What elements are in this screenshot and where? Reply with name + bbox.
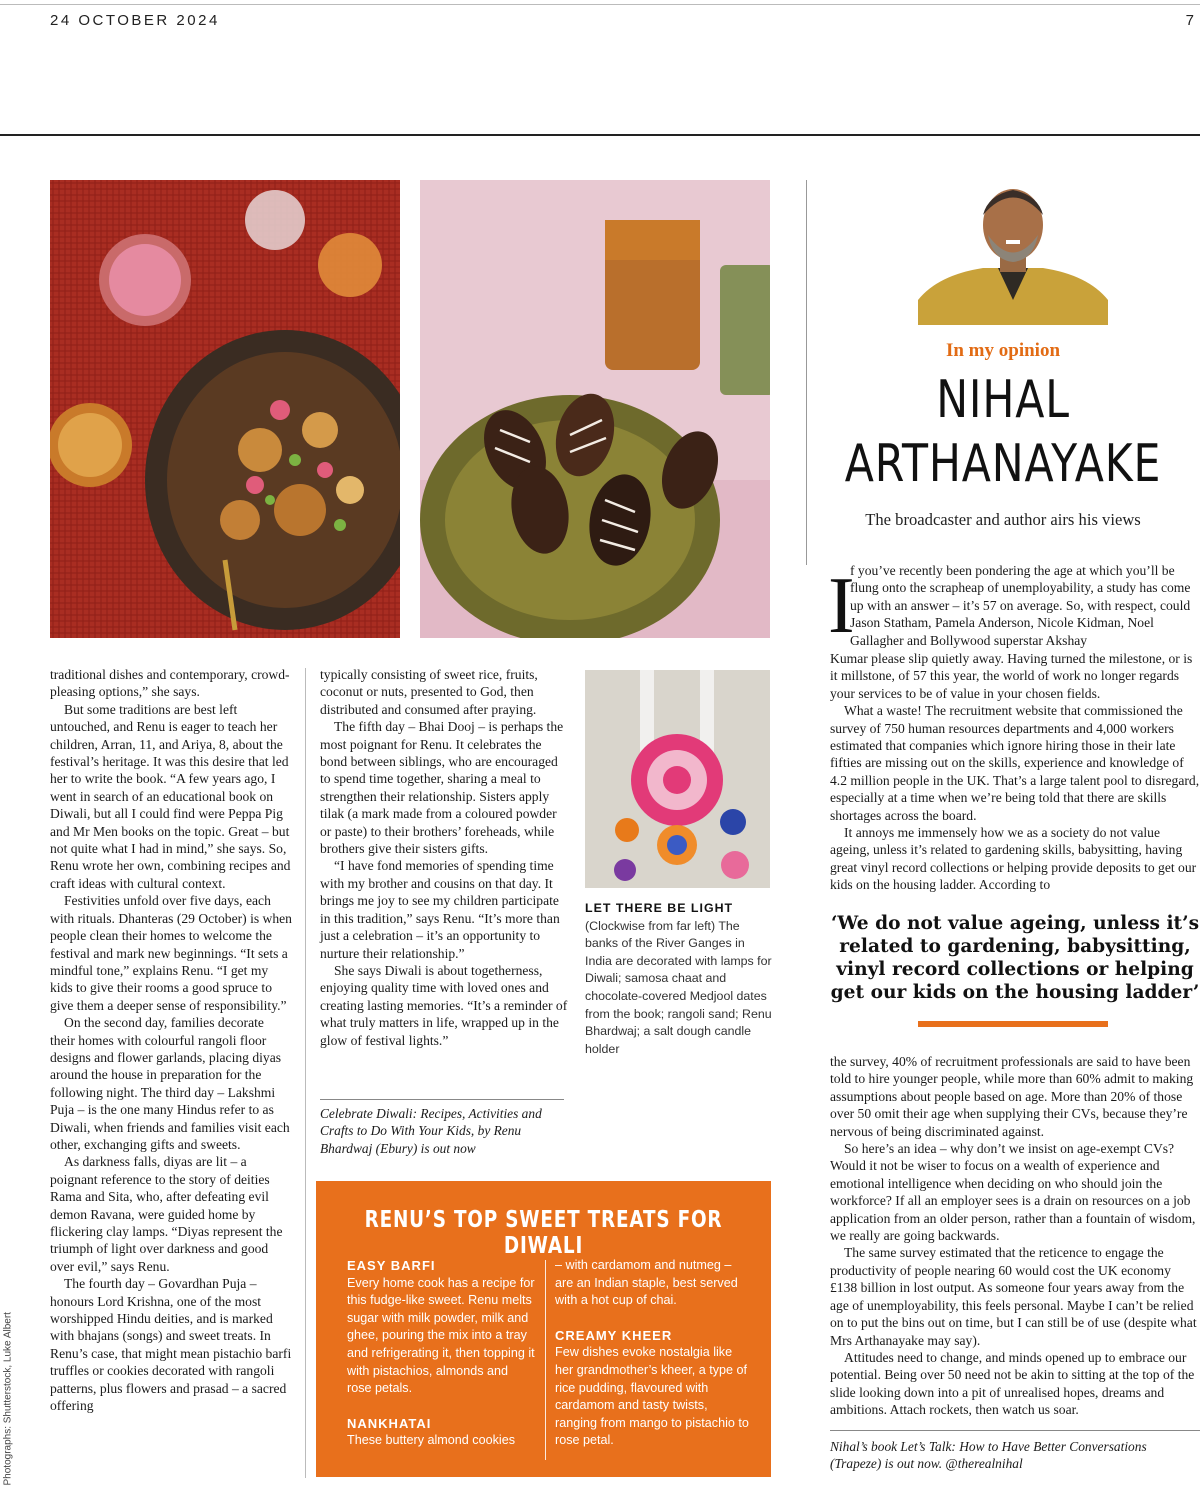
body-paragraph: The fifth day – Bhai Dooj – is perhaps the most poignant for Renu. It celebrates the bond between siblings, who are encouraged to spend time together, sharing a meal to strengthen their relationship. Sisters apply tilak (a mark made from a coloured powder or paste) to their brothers’ foreheads, while brothers give their sisters gifts. bbox=[320, 719, 564, 857]
top-rule bbox=[0, 4, 1200, 5]
body-paragraph: Attitudes need to change, and minds opened up to embrace our potential. Being over 50 need not be akin to sitting at the top of the slide looking down into a pit of unrealised hopes, dreams and ambitions. Attach rockets, then watch us soar. bbox=[830, 1349, 1195, 1418]
body-paragraph: f you’ve recently been pondering the age at which you’ll be flung onto the scrapheap of unemployability, a study has come up with an answer – it’s 57 on average. So, with respect, could Jason Statham, Pamela Anderson, Nicole Kidman, Noel Gallagher and Bollywood superstar Akshay bbox=[850, 563, 1191, 648]
article-column-1 bbox=[50, 666, 292, 1414]
issue-date: 24 OCTOBER 2024 bbox=[50, 12, 220, 29]
photo-credit: Photographs: Shutterstock, Luke Albert bbox=[2, 1312, 14, 1486]
dates-photo bbox=[420, 180, 770, 638]
article-column-2 bbox=[320, 666, 568, 1049]
easy-barfi-heading: EASY BARFI bbox=[347, 1258, 436, 1273]
creamy-kheer-heading: CREAMY KHEER bbox=[555, 1327, 673, 1343]
nankhatai-continued: – with cardamom and nutmeg – are an Indian staple, best served with a hot cup of chai. bbox=[555, 1258, 738, 1308]
opinion-body-1 bbox=[830, 650, 1200, 894]
body-paragraph: The same survey estimated that the reticence to engage the productivity of people nearing 60 would cost the UK economy £138 billion in lost output. As someone four years away from the age of unemployability, this feels personal. Maybe I can’t be relied on to put the bins out on time, but I can still be of use (despite what Mrs Arthanayake may say). bbox=[830, 1245, 1197, 1348]
body-paragraph: She says Diwali is about togetherness, enjoying quality time with loved ones and creating lasting memories. “It’s a reminder of what truly matters in life, wrapped up in the glow of festival lights.” bbox=[320, 962, 568, 1048]
nankhatai-heading: NANKHATAI bbox=[347, 1415, 432, 1431]
body-paragraph: The fourth day – Govardhan Puja – honours Lord Krishna, one of the most worshipped Hindu deities, and is marked with bhajans (songs) and sweet treats. In Renu’s case, that might mean pistachio barfi truffles or cookies decorated with rangoli patterns, plus flowers and prasad – a sacred offering bbox=[50, 1276, 292, 1414]
columnist-portrait bbox=[918, 180, 1108, 325]
book-note-rule bbox=[320, 1099, 564, 1100]
samosa-chaat-photo bbox=[50, 180, 400, 638]
sweet-treats-title: RENU’S TOP SWEET TREATS FOR DIWALI bbox=[364, 1207, 723, 1259]
sweet-treats-box bbox=[316, 1181, 771, 1477]
header-rule bbox=[0, 134, 1200, 136]
pull-quote-bar bbox=[918, 1021, 1108, 1027]
rangoli-sand-photo bbox=[585, 670, 770, 888]
body-paragraph: Kumar please slip quietly away. Having turned the milestone, or is it millstone, of 57 this year, the world of work no longer regards your services to be of value in your chosen fields. bbox=[830, 651, 1193, 701]
opinion-footnote: Nihal’s book Let’s Talk: How to Have Better Conversations (Trapeze) is out now. @therealnihal bbox=[830, 1439, 1147, 1472]
body-paragraph: the survey, 40% of recruitment professionals are said to have been told to hire younger people, while more than 60% admit to making assumptions about people based on age. More than 20% of those over 50 omit their age when supplying their CVs, because they’re nervous of being discriminated against. bbox=[830, 1054, 1194, 1139]
footnote-rule bbox=[830, 1430, 1200, 1431]
body-paragraph: As darkness falls, diyas are lit – a poignant reference to the story of deities Rama and Sita, who, after defeating evil demon Ravana, were guided home by flickering clay lamps. “Diyas represent the triumph of light over darkness and good over evil,” says Renu. bbox=[50, 1154, 283, 1274]
opinion-opening bbox=[850, 562, 1200, 649]
caption-title: LET THERE BE LIGHT bbox=[585, 901, 734, 915]
book-note: Celebrate Diwali: Recipes, Activities and Crafts to Do With Your Kids, by Renu Bhardwaj (Ebury) is out now bbox=[320, 1106, 542, 1156]
body-paragraph: It annoys me immensely how we as a society do not value ageing, unless it’s related to gardening skills, babysitting, having great vinyl record collections or helping provide deposits to get our kids on the housing ladder. According to bbox=[830, 825, 1197, 893]
body-paragraph: typically consisting of sweet rice, fruits, coconut or nuts, presented to God, then distributed and consumed after praying. bbox=[320, 667, 538, 717]
opinion-body-2 bbox=[830, 1053, 1200, 1419]
columnist-first-name: NIHAL bbox=[936, 370, 1070, 430]
opinion-kicker: In my opinion bbox=[945, 340, 1061, 361]
body-paragraph: Festivities unfold over five days, each with rituals. Dhanteras (29 October) is when people clean their homes to welcome the festival and mark new beginnings. “It sets a mindful tone,” explains Renu. “I get my kids to give their rooms a good spruce to give them a deeper sense of responsibility.” bbox=[50, 893, 292, 1013]
body-paragraph: So here’s an idea – why don’t we insist on age-exempt CVs? Would it not be wiser to focus on a wealth of experience and emotional intelligence when deciding on who should join the workforce? If all an employer sees is a drain on resources on a job application from an older person, rather than a fountain of wisdom, we really are going backwards. bbox=[830, 1141, 1196, 1244]
opinion-standfirst: The broadcaster and author airs his views bbox=[865, 510, 1141, 529]
body-paragraph: traditional dishes and contemporary, crowd-pleasing options,” she says. bbox=[50, 667, 290, 700]
body-paragraph: “I have fond memories of spending time with my brother and cousins on that day. It brings me joy to see my children participate in this tradition,” says Renu. “It’s more than just a celebration – it’s an opportunity to nurture their relationship.” bbox=[320, 858, 560, 961]
page-number: 7 bbox=[1185, 12, 1194, 29]
sweet-treats-column-2 bbox=[555, 1257, 751, 1450]
easy-barfi-text: Every home cook has a recipe for this fudge-like sweet. Renu melts sugar with milk powder, milk and ghee, pouring the mix into a tray and refrigerating it, then topping it with pistachios, almonds and rose petals. bbox=[347, 1275, 535, 1396]
columnist-last-name: ARTHANAYAKE bbox=[844, 434, 1162, 494]
photo-caption bbox=[585, 900, 775, 1058]
creamy-kheer-text: Few dishes evoke nostalgia like her grandmother’s kheer, a type of rice pudding, flavoured with cardamom and tasty twists, ranging from mango to pistachio to rose petal. bbox=[555, 1345, 749, 1448]
body-paragraph: But some traditions are best left untouched, and Renu is eager to teach her children, Arran, 11, and Ariya, 8, about the festival’s heritage. It was this desire that led her to write the book. “A few years ago, I went in search of an educational book on Diwali, but all I could find were Peppa Pig and Mr Men books on the topic. Great – but not quite what I had in mind,” she says. So, Renu wrote her own, combining recipes and craft ideas with cultural context. bbox=[50, 701, 291, 891]
nankhatai-text: These buttery almond cookies bbox=[347, 1433, 516, 1448]
opinion-divider bbox=[806, 180, 807, 565]
drop-cap: I bbox=[828, 562, 855, 650]
body-paragraph: On the second day, families decorate their homes with colourful rangoli floor designs and flower garlands, placing diyas around the house in preparation for the following night. The third day – Lakshmi Puja – is the one many Hindus refer to as Diwali, when friends and families visit each other, exchanging gifts and sweets. bbox=[50, 1015, 290, 1152]
sweet-treats-column-1 bbox=[347, 1257, 535, 1450]
body-paragraph: What a waste! The recruitment website that commissioned the survey of 750 human resources departments and 4,000 workers estimated that companies which ignore hiring those in their late fifties are missing out on the skills, experience and knowledge of 4.2 million people in the UK. That’s a large talent pool to disregard, especially at a time when we’re being told that there are skills shortages across the board. bbox=[830, 703, 1200, 823]
sweet-treats-divider bbox=[545, 1260, 546, 1460]
pull-quote: ‘We do not value ageing, unless it’s related to gardening, babysitting, vinyl record collections or helping get our kids on the housing ladder’ bbox=[830, 913, 1200, 1003]
column-divider bbox=[305, 668, 306, 1478]
caption-text: (Clockwise from far left) The banks of the River Ganges in India are decorated with lamps for Diwali; samosa chaat and chocolate-covered Medjool dates from the book; rangoli sand; Renu Bhardwaj; a salt dough candle holder bbox=[585, 918, 772, 1056]
